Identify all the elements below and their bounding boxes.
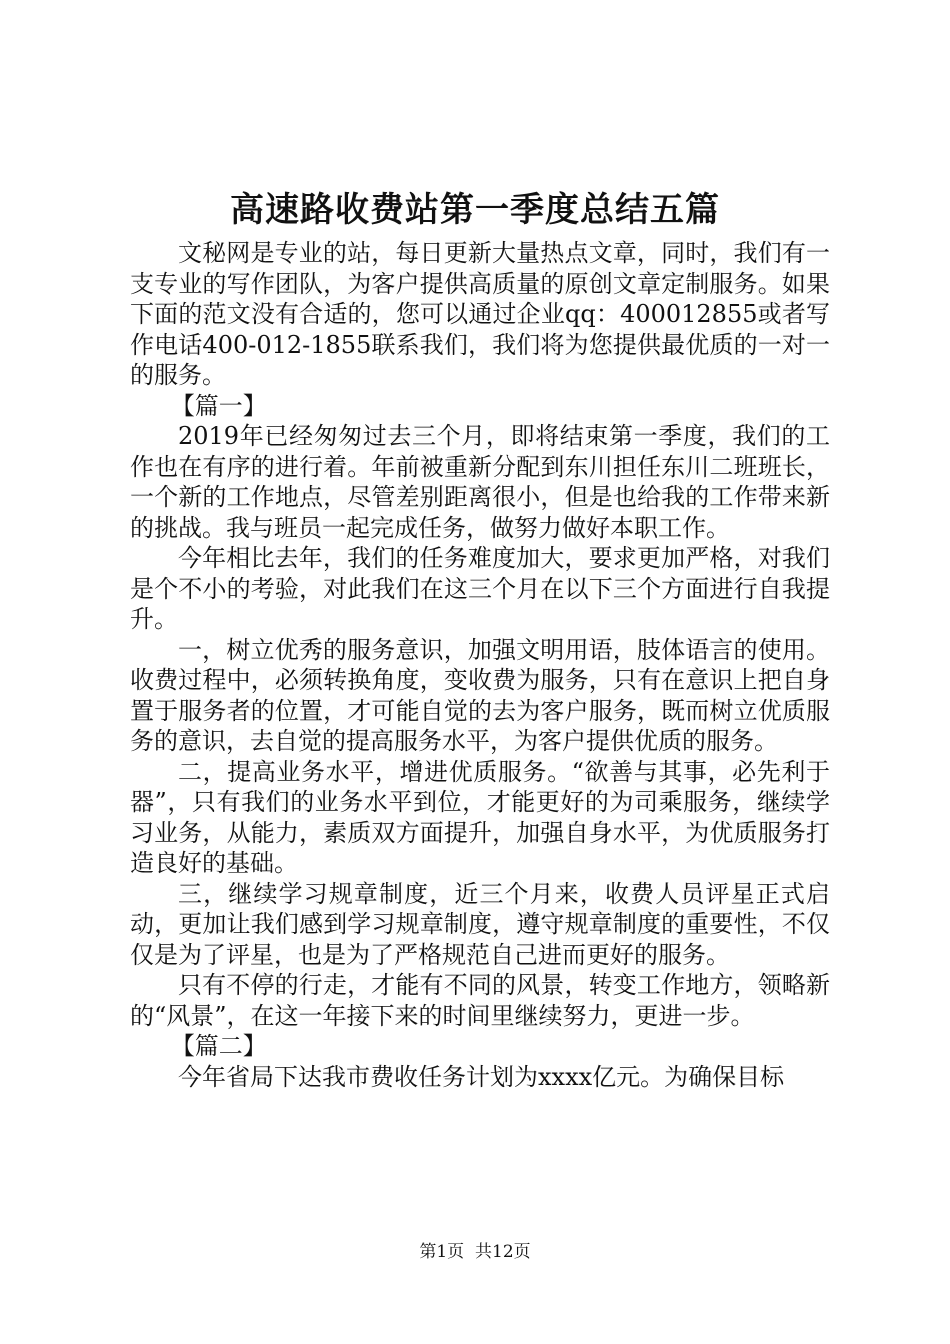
body-paragraph: 一，树立优秀的服务意识，加强文明用语，肢体语言的使用。收费过程中，必须转换角度，变收费为服务，只有在意识上把自身置于服务者的位置，才可能自觉的去为客户服务，既而树立优质服务的意识，去自觉的提高服务水平，为客户提供优质的服务。: [130, 635, 830, 755]
section-heading-2: 【篇二】: [170, 1032, 267, 1060]
intro-paragraph: 文秘网是专业的站，每日更新大量热点文章，同时，我们有一支专业的写作团队，为客户提供高质量的原创文章定制服务。如果下面的范文没有合适的，您可以通过企业qq：400012855或者写作电话400-012-1855联系我们，我们将为您提供最优质的一对一的服务。: [130, 239, 830, 389]
section-heading-1: 【篇一】: [170, 391, 267, 420]
body-paragraph: 2019年已经匆匆过去三个月，即将结束第一季度，我们的工作也在有序的进行着。年前被重新分配到东川担任东川二班班长，一个新的工作地点，尽管差别距离很小，但是也给我的工作带来新的挑战。我与班员一起完成任务，做努力做好本职工作。: [130, 422, 830, 542]
body-paragraph: 今年省局下达我市费收任务计划为xxxx亿元。为确保目标: [178, 1062, 785, 1091]
page-total: 共12页: [475, 1242, 531, 1262]
page-footer: [0, 1240, 950, 1264]
page-number: 第1页: [419, 1242, 465, 1262]
body-paragraph: 今年相比去年，我们的任务难度加大，要求更加严格，对我们是个不小的考验，对此我们在这三个月在以下三个方面进行自我提升。: [130, 544, 830, 633]
body-paragraph: 只有不停的行走，才能有不同的风景，转变工作地方，领略新的“风景”，在这一年接下来的时间里继续努力，更进一步。: [130, 971, 830, 1030]
document-title: 高速路收费站第一季度总结五篇: [230, 190, 720, 230]
document-body: [130, 238, 830, 1092]
footer-separator: [464, 1242, 475, 1262]
body-paragraph: 三，继续学习规章制度，近三个月来，收费人员评星正式启动，更加让我们感到学习规章制度，遵守规章制度的重要性，不仅仅是为了评星，也是为了严格规范自己进而更好的服务。: [130, 879, 830, 969]
body-paragraph: 二，提高业务水平，增进优质服务。“欲善与其事，必先利于器”，只有我们的业务水平到位，才能更好的为司乘服务，继续学习业务，从能力，素质双方面提升，加强自身水平，为优质服务打造良好的基础。: [130, 757, 830, 877]
